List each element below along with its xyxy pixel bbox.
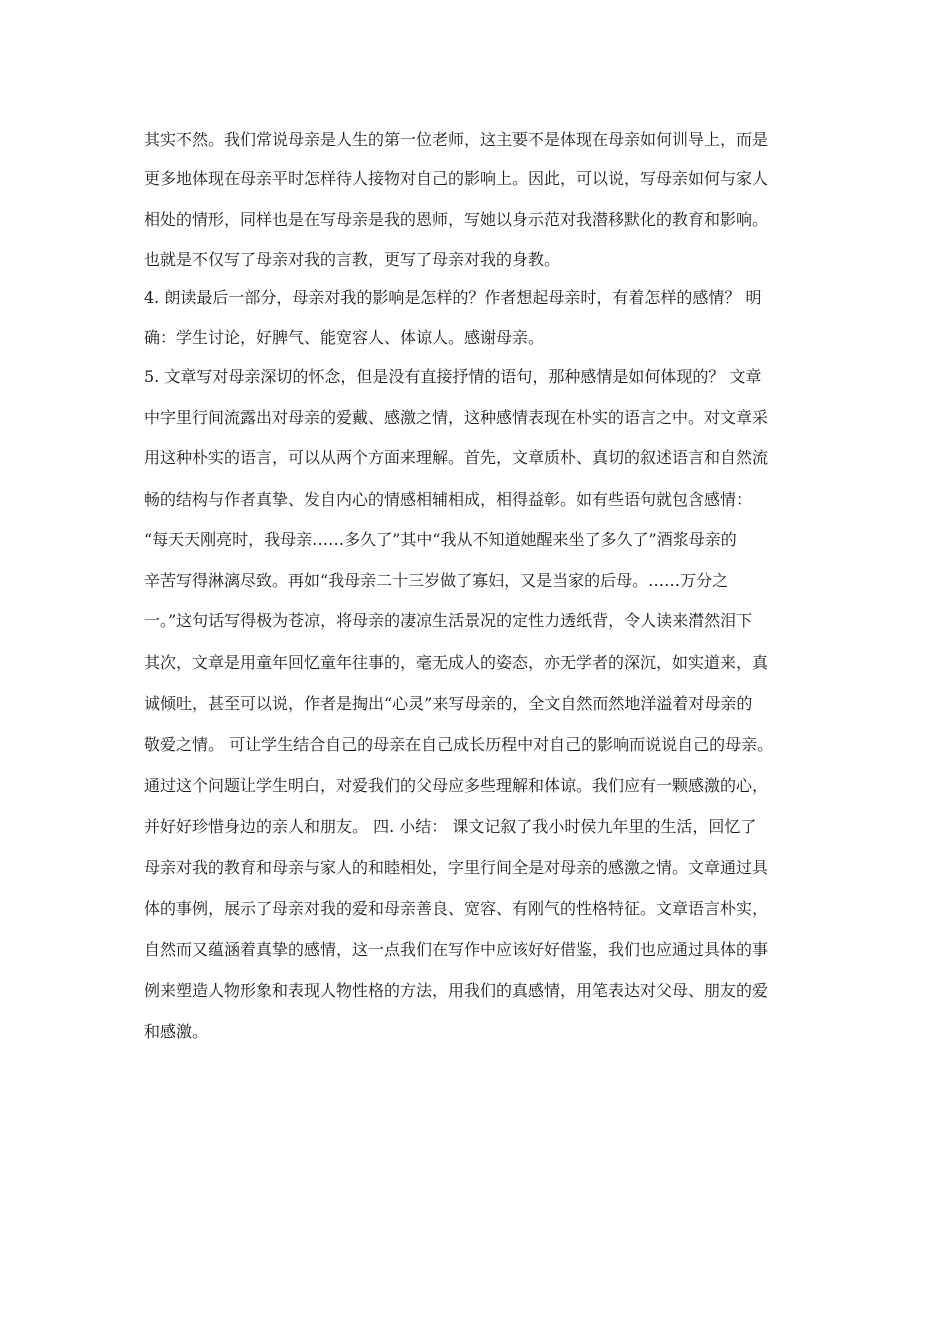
text-line: 体的事例，展示了母亲对我的爱和母亲善良、宽容、有刚气的性格特征。文章语言朴实， xyxy=(144,899,769,918)
text-line: 母亲对我的教育和母亲与家人的和睦相处，字里行间全是对母亲的感激之情。文章通过具 xyxy=(144,858,769,877)
text-line: 和感激。 xyxy=(144,1022,209,1041)
text-line: 敬爱之情。 可让学生结合自己的母亲在自己成长历程中对自己的影响而说说自己的母亲。 xyxy=(144,735,774,754)
text-line: 相处的情形，同样也是在写母亲是我的恩师，写她以身示范对我潜移默化的教育和影响。 xyxy=(144,210,769,229)
text-line: 诚倾吐，甚至可以说，作者是掏出“心灵”来写母亲的，全文自然而然地洋溢着对母亲的 xyxy=(144,694,753,713)
text-line: 畅的结构与作者真挚、发自内心的情感相辅相成，相得益彰。如有些语句就包含感情： xyxy=(144,490,753,509)
text-line: 用这种朴实的语言，可以从两个方面来理解。首先，文章质朴、真切的叙述语言和自然流 xyxy=(144,448,769,467)
text-line: 5. 文章写对母亲深切的怀念，但是没有直接抒情的语句，那种感情是如何体现的？ 文章 xyxy=(144,367,762,386)
text-line: 通过这个问题让学生明白，对爱我们的父母应多些理解和体谅。我们应有一颗感激的心， xyxy=(144,776,769,795)
text-line: 更多地体现在母亲平时怎样待人接物对自己的影响上。因此，可以说，写母亲如何与家人 xyxy=(144,169,769,188)
text-line: 确：学生讨论，好脾气、能宽容人、体谅人。感谢母亲。 xyxy=(144,328,545,347)
text-line: 4. 朗读最后一部分，母亲对我的影响是怎样的？作者想起母亲时，有着怎样的感情？ 明 xyxy=(144,288,762,307)
text-line: 自然而又蕴涵着真挚的感情，这一点我们在写作中应该好好借鉴，我们也应通过具体的事 xyxy=(144,940,769,959)
text-line: 中字里行间流露出对母亲的爱戴、感激之情，这种感情表现在朴实的语言之中。对文章采 xyxy=(144,408,769,427)
text-line: 辛苦写得淋漓尽致。再如“我母亲二十三岁做了寡妇，又是当家的后母。……万分之 xyxy=(144,571,729,590)
text-line: 一。”这句话写得极为苍凉，将母亲的凄凉生活景况的定性力透纸背，令人读来潸然泪下 xyxy=(144,611,753,630)
text-line: “每天天刚亮时，我母亲……多久了”其中“我从不知道她醒来坐了多久了”酒浆母亲的 xyxy=(144,530,737,549)
text-line: 也就是不仅写了母亲对我的言教，更写了母亲对我的身教。 xyxy=(144,250,561,269)
text-line: 例来塑造人物形象和表现人物性格的方法，用我们的真感情，用笔表达对父母、朋友的爱 xyxy=(144,981,769,1000)
text-line: 并好好珍惜身边的亲人和朋友。 四. 小结： 课文记叙了我小时侯九年里的生活，回忆了 xyxy=(144,817,757,836)
text-line: 其次，文章是用童年回忆童年往事的，毫无成人的姿态，亦无学者的深沉，如实道来，真 xyxy=(144,653,769,672)
text-line: 其实不然。我们常说母亲是人生的第一位老师，这主要不是体现在母亲如何训导上，而是 xyxy=(144,130,769,149)
